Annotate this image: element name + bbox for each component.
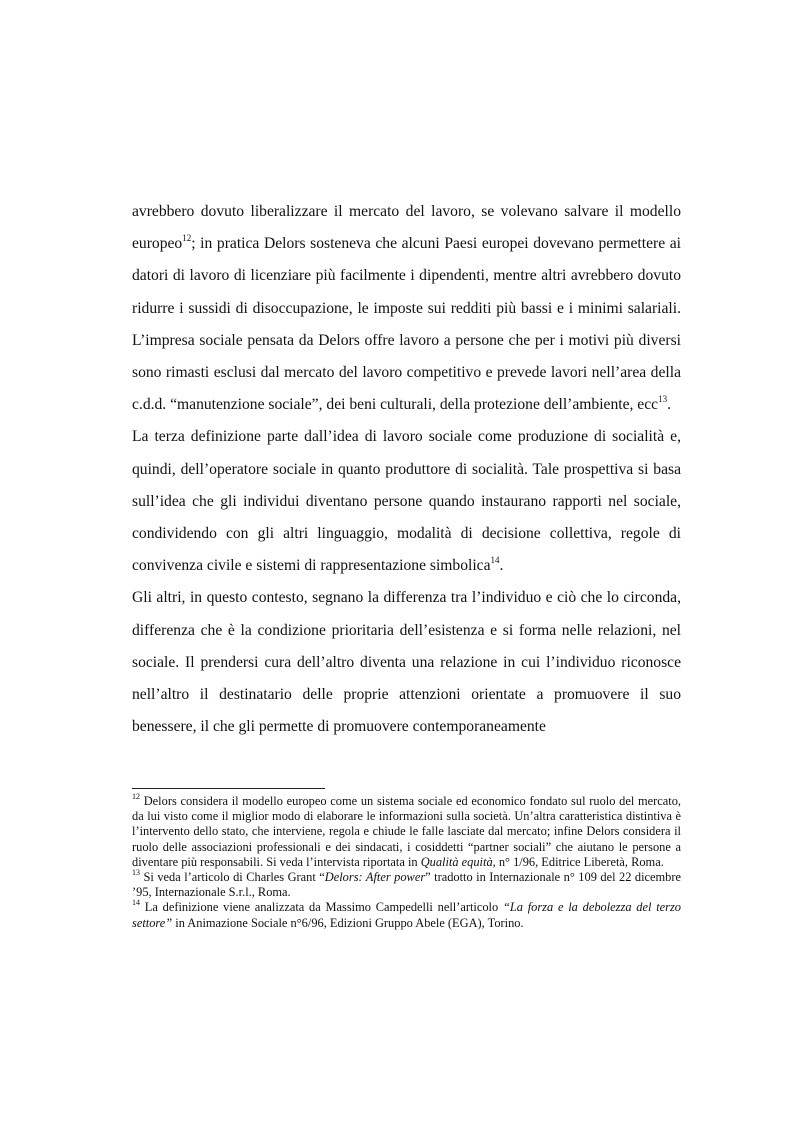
paragraph-1-text-a: avrebbero dovuto liberalizzare il mercato del lavoro, se volevano salvare il modello europeo: [132, 203, 681, 253]
footnote-italic: “La forza e la debolezza del terzo settore”: [132, 900, 681, 930]
footnote-ref-12: 12: [182, 233, 192, 244]
footnote-italic: Delors: After power: [324, 870, 426, 885]
footnote-number: 13: [132, 867, 140, 877]
paragraph-1-text-c: .: [667, 396, 671, 414]
paragraph-2: [132, 421, 681, 582]
footnotes: [132, 791, 681, 931]
footnote-italic: Qualità equità: [420, 854, 493, 869]
footnote-text: La definizione viene analizzata da Massimo Campedelli nell’articolo: [140, 900, 503, 915]
footnote-13: [132, 867, 681, 900]
paragraph-3: [132, 582, 681, 743]
footnote-text: ” tradotto in Internazionale n° 109 del 22 dicembre ’95, Internazionale S.r.l., Roma.: [132, 870, 681, 900]
footnote-ref-14: 14: [490, 555, 500, 566]
footnote-number: 12: [132, 791, 140, 801]
paragraph-2-text-b: .: [499, 557, 504, 575]
footnote-12: [132, 791, 681, 870]
footnote-text: Si veda l’articolo di Charles Grant “: [140, 870, 325, 885]
footnote-14: [132, 900, 681, 930]
paragraph-2-text-a: La terza definizione parte dall’idea di lavoro sociale come produzione di socialità e, quindi, dell’operatore sociale in quanto produttore di socialità. Tale prospettiva si basa sull’idea che gli individui diventano persone quando instaurano rapporti nel sociale, condividendo con gli altri linguaggio, modalità di decisione collettiva, regole di convivenza civile e sistemi di rappresentazione simbolica: [132, 428, 681, 575]
body-text: [132, 196, 681, 743]
footnote-ref-13: 13: [658, 394, 668, 405]
footnote-number: 14: [132, 898, 140, 908]
footnote-separator: [132, 788, 325, 789]
paragraph-1-text-b: ; in pratica Delors sosteneva che alcuni Paesi europei dovevano permettere ai datori di lavoro di licenziare più facilmente i dipendenti, mentre altri avrebbero dovuto ridurre i sussidi di disoccupazione, le imposte sui redditi più bassi e i minimi salariali. L’impresa sociale pensata da Delors offre lavoro a persone che per i motivi più diversi sono rimasti esclusi dal mercato del lavoro competitivo e prevede lavori nell’area della c.d.d. “manutenzione sociale”, dei beni culturali, della protezione dell’ambiente, ecc: [132, 235, 681, 414]
paragraph-3-text: Gli altri, in questo contesto, segnano la differenza tra l’individuo e ciò che lo circonda, differenza che è la condizione prioritaria dell’esistenza e si forma nelle relazioni, nel sociale. Il prendersi cura dell’altro diventa una relazione in cui l’individuo riconosce nell’altro il destinatario delle proprie attenzioni orientate a promuovere il suo benessere, il che gli permette di promuovere contemporaneamente: [132, 589, 681, 736]
footnote-text: in Animazione Sociale n°6/96, Edizioni Gruppo Abele (EGA), Torino.: [172, 915, 524, 930]
footnote-text: Delors considera il modello europeo come un sistema sociale ed economico fondato sul ruolo del mercato, da lui visto come il miglior modo di elaborare le informazioni sulla società. Un’altra caratteristica distintiva è l’intervento dello stato, che interviene, regola e chiude le falle lasciate dal mercato; infine Delors considera il ruolo delle associazioni professionali e dei sindacati, i cosiddetti “partner sociali” che aiutano le persone a diventare più responsabili. Si veda l’intervista riportata in: [132, 794, 681, 869]
footnote-text: , n° 1/96, Editrice Liberetà, Roma.: [492, 854, 664, 869]
paragraph-1: [132, 196, 681, 421]
